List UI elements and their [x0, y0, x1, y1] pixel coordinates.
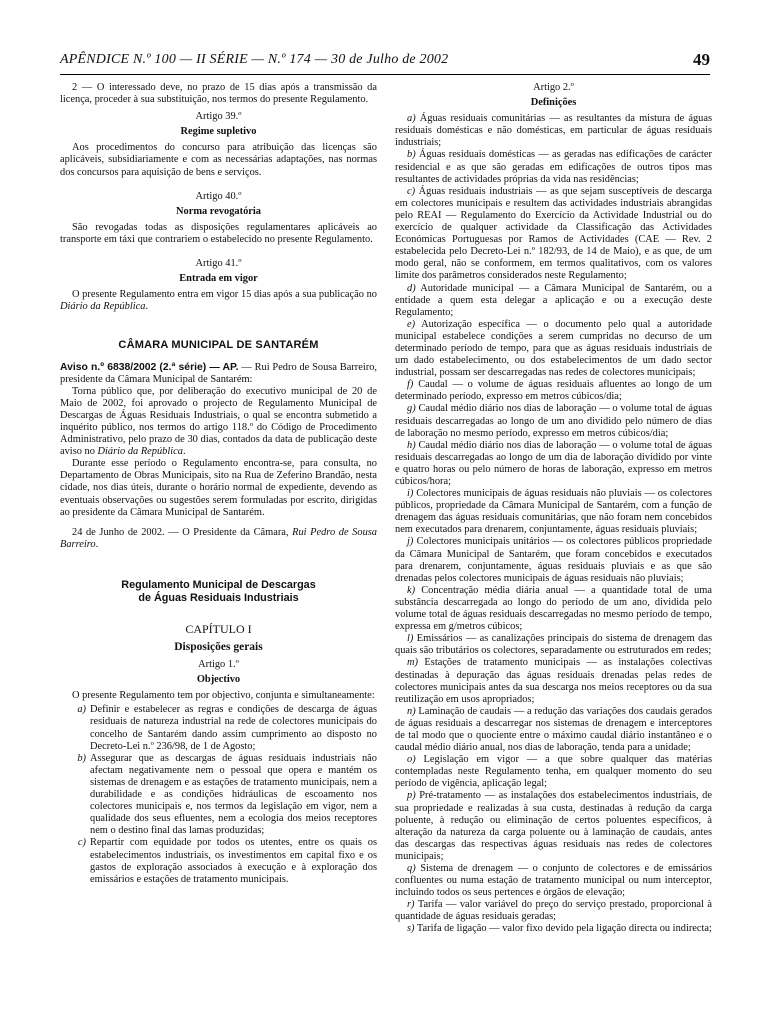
definition-item: m) Estações de tratamento municipais — as instalações colectivas destinadas à depuração das águas residuais drenadas pelas redes de colectores municipais antes da sua descarga nos meios receptores ou da sua reutilização em usos apropriados; [395, 657, 712, 705]
aviso-paragraph-3: Durante esse período o Regulamento encontra-se, para consulta, no Departamento de Obras Municipais, sito na Rua de Zeferino Brandão, nesta cidade, nos dias úteis, durante o horário normal de expediente, devendo as eventuais observações ou sugestões serem formuladas por escrito, dirigidas ao presidente da Câmara Municipal de Santarém. [60, 458, 377, 518]
definition-item: c) Águas residuais industriais — as que sejam susceptíveis de descarga em colectores municipais e resultem das actividades industriais abrangidas pelo REAI — Regulamento do Exercício da Actividade Industrial ou do exercício de qualquer actividade da Classificação das Actividades Económicas Portuguesas por Ramos de Actividades (CAE — Rev. 2 estabelecida pelo Decreto-Lei n.º 182/93, de 14 de Maio), e as que, de um modo geral, não se conformem, em termos qualitativos, com os valores limite dos parâmetros considerados neste Regulamento; [395, 185, 712, 282]
article-40-title: Norma revogatória [176, 205, 261, 217]
definition-item: e) Autorização específica — o documento pelo qual a autoridade municipal estabelece condições a serem cumpridas no decurso de um determinado período de tempo, para que as águas residuais industriais de um dado estabelecimento, ou dos estabelecimentos de um dado sector industrial, possam ser descarregadas nas redes de colectores municipais; [395, 318, 712, 379]
left-column [60, 82, 377, 886]
regulation-title: Regulamento Municipal de Descargas de Águas Residuais Industriais [121, 578, 316, 604]
definition-item: h) Caudal médio diário nos dias de laboração — o volume total de águas residuais descarregadas ao longo de um dia de laboração dividido por vinte e quatro horas ou pelo número de horas de laboração, expresso em metros cúbicos/hora; [395, 439, 712, 487]
right-column [395, 82, 712, 936]
article-1-title: Objectivo [196, 674, 241, 686]
article-41-title: Entrada em vigor [179, 273, 258, 285]
article-39-title: Regime supletivo [180, 126, 257, 138]
aviso-paragraph-2: Torna público que, por deliberação do executivo municipal de 20 de Maio de 2002, foi aprovado o projecto de Regulamento Municipal de Descargas de Águas Residuais Industriais, o qual se encontra submetido a inquérito público, nos termos do artigo 118.º do Código de Procedimento Administrativo, pelo prazo de 30 dias, contados da data de publicação deste aviso no Diário da República. [60, 385, 377, 458]
article-39-text: Aos procedimentos do concurso para atribuição das licenças são aplicáveis, subsidiariamente e com as necessárias adaptações, nas normas dos concursos para aquisição de bens e serviços. [60, 142, 377, 178]
definition-item: o) Legislação em vigor — a que sobre qualquer das matérias contempladas neste Regulamento tenha, em qualquer momento do seu período de vigência, aplicação legal; [395, 754, 712, 790]
definition-item: r) Tarifa — valor variável do preço do serviço prestado, proporcional à quantidade de águas residuais geradas; [395, 899, 712, 923]
objectives-list [60, 704, 377, 885]
definition-item: a) Águas residuais comunitárias — as resultantes da mistura de águas residuais domésticas e não domésticas, em particular de águas residuais industriais; [395, 113, 712, 149]
article-41-number: Artigo 41.º [195, 258, 242, 270]
aviso-paragraph: Aviso n.º 6838/2002 (2.ª série) — AP. — Rui Pedro de Sousa Barreiro, presidente da Câmara Municipal de Santarém: [60, 361, 378, 385]
definition-item: d) Autoridade municipal — a Câmara Municipal de Santarém, ou a entidade a quem esta delegar a aplicação e ou a execução deste Regulamento; [395, 282, 712, 318]
chapter-title: Disposições gerais [174, 641, 263, 653]
definition-item: q) Sistema de drenagem — o conjunto de colectores e de emissários confluentes ou numa estação de tratamento municipal ou num interceptor, incluindo todos os seus pertences e órgãos de elevação; [395, 863, 712, 899]
article-41-text: O presente Regulamento entra em vigor 15 dias após a sua publicação no Diário da República. [60, 289, 377, 313]
article-1-number: Artigo 1.º [198, 659, 239, 671]
page-header [60, 50, 710, 75]
definition-item: f) Caudal — o volume de águas residuais afluentes ao longo de um determinado período, expresso em metros cúbicos/dia; [395, 379, 712, 403]
list-item: b) Assegurar que as descargas de águas residuais industriais não afectam negativamente nem o pessoal que opera e mantém os sistemas de drenagem e as estações de tratamento municipais, nem a durabilidade e as condições hidráulicas de escoamento nos colectores municipais e, nos termos da legislação em vigor, nem a qualidade dos seus efluentes, nem a ecologia dos meios receptores nem o destino final das lamas produzidas; [77, 752, 377, 837]
page-number: 49 [693, 50, 710, 69]
definition-item: i) Colectores municipais de águas residuais não pluviais — os colectores públicos, propriedade da Câmara Municipal de Santarém, com a função de drenagem das águas residuais comunitárias, que não foram nem concebidos nem executados para drenarem, conjuntamente, águas residuais pluviais; [395, 488, 712, 536]
definition-item: p) Pré-tratamento — as instalações dos estabelecimentos industriais, de sua propriedade e realizadas à sua custa, destinadas à redução da carga poluente, à redução ou eliminação de certos poluentes específicos, à alteração da natureza da carga poluente ou à laminação de caudais, antes das descargas das respectivas águas residuais nas redes de colectores municipais; [395, 790, 712, 862]
article-2-number: Artigo 2.º [533, 82, 574, 93]
article-2-title: Definições [530, 97, 577, 109]
definition-item: n) Laminação de caudais — a redução das variações dos caudais gerados de águas residuais a descarregar nos sistemas de drenagem e interceptores de tal modo que o quociente entre o máximo caudal diário instantâneo e o caudal médio diário anual, nos dias de laboração, tenda para a unidade; [395, 705, 712, 754]
running-title: APÊNDICE N.º 100 — II SÉRIE — N.º 174 — 30 de Julho de 2002 [60, 52, 449, 67]
organization-heading: CÂMARA MUNICIPAL DE SANTARÉM [118, 339, 319, 352]
definition-item: k) Concentração média diária anual — a quantidade total de uma substância descarregada ao longo do período de um ano, dividida pelo volume total de águas residuais descarregadas no mesmo período de tempo, expressa em g/metros cúbicos; [395, 584, 712, 633]
definition-item: b) Águas residuais domésticas — as geradas nas edificações de carácter residencial e as que são geradas em edificações de outros tipos mas resultantes de actividades próprias da vida nas residências; [395, 149, 712, 185]
paragraph-intro: 2 — O interessado deve, no prazo de 15 dias após a transmissão da licença, proceder à sua substituição, nos termos do presente Regulamento. [60, 82, 377, 106]
article-40-text: São revogadas todas as disposições regulamentares aplicáveis ao transporte em táxi que contrariem o estabelecido no presente Regulamento. [60, 221, 377, 245]
chapter-number: CAPÍTULO I [185, 621, 252, 636]
signature-line: 24 de Junho de 2002. — O Presidente da Câmara, Rui Pedro de Sousa Barreiro. [60, 526, 377, 550]
article-1-intro: O presente Regulamento tem por objectivo, conjunta e simultaneamente: [72, 690, 375, 702]
list-item: c) Repartir com equidade por todos os utentes, entre os quais os estabelecimentos industriais, os investimentos em capital fixo e os gastos de exploração associados à execução e à exploração dos emissários e estações de tratamento municipais. [77, 837, 377, 885]
article-40-number: Artigo 40.º [195, 190, 242, 202]
definition-item: l) Emissários — as canalizações principais do sistema de drenagem das quais são tributários os colectores, separadamente ou estruturados em redes; [395, 633, 712, 657]
definition-item: j) Colectores municipais unitários — os colectores públicos propriedade da Câmara Municipal de Santarém, que foram concebidos e executados para drenarem, conjuntamente, águas residuais pluviais e as que são drenadas pelos colectores municipais de águas residuais não pluviais; [395, 536, 712, 584]
definitions-list [395, 113, 712, 935]
definition-item: g) Caudal médio diário nos dias de laboração — o volume total de águas residuais descarregadas ao longo de um ano dividido pelo número de dias de laboração no mesmo período, expresso em metros cúbicos/dia; [395, 403, 712, 439]
definition-item: s) Tarifa de ligação — valor fixo devido pela ligação directa ou indirecta; [407, 923, 712, 935]
list-item: a) Definir e estabelecer as regras e condições de descarga de águas residuais de natureza industrial na rede de colectores municipais do concelho de Santarém dando assim cumprimento ao disposto no Decreto-Lei n.º 236/98, de 1 de Agosto; [77, 704, 377, 752]
article-39-number: Artigo 39.º [195, 111, 242, 123]
